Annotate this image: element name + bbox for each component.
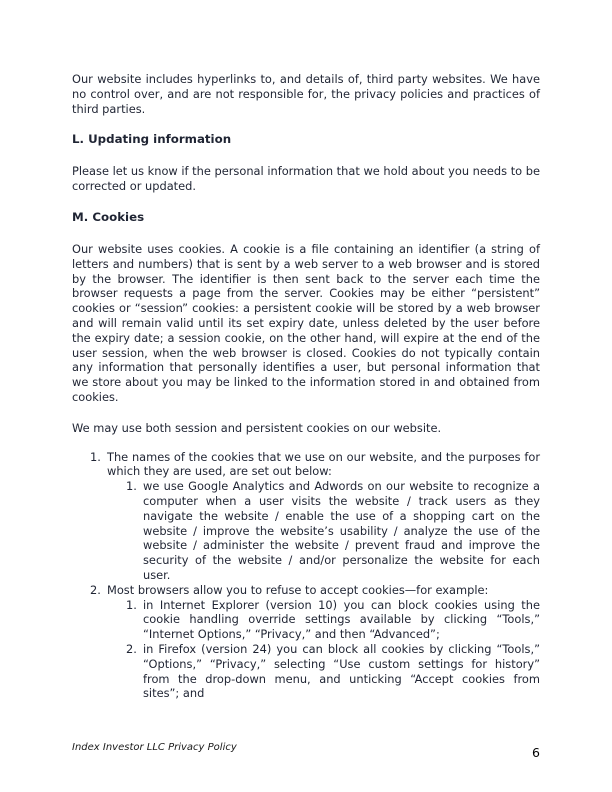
section-heading-cookies: M. Cookies [72, 209, 145, 224]
cookies-paragraph: Our website uses cookies. A cookie is a file containing an identifier (a string of letters and numbers) that is sent by a web server to a web browser and is stored by the browser. The identifier is then sent back to the server each time the browser requests a page from the server. Cookies may be either “persistent” cookies or “session” cookies: a persistent cookie will be stored by a web browser and will remain valid until its set expiry date, unless deleted by the user before the expiry date; a session cookie, on the other hand, will expire at the end of the user session, when the web browser is closed. Cookies do not typically contain any information that personally identifies a user, but personal information that we store about you may be linked to the information stored in and obtained from cookies. [72, 241, 540, 404]
sub-list-item-text: in Internet Explorer (version 10) you can block cookies using the cookie handling override settings available by clicking “Tools,” “Internet Options,” “Privacy,” and then “Advanced”; [143, 597, 540, 642]
list-item-text: The names of the cookies that we use on our website, and the purposes for which they are used, are set out below: [107, 449, 540, 479]
sub-list-item-text: we use Google Analytics and Adwords on our website to recognize a computer when a user visits the website / track users as they navigate the website / enable the use of a shopping cart on the website / improve the website’s usability / analyze the use of the website / administer the website / prevent fraud and improve the security of the website / and/or personalize the website for each user. [143, 479, 540, 582]
sub-list-item-number: 1. [126, 479, 137, 494]
cookies-list [90, 450, 540, 702]
section-heading-updating-information: L. Updating information [72, 132, 232, 147]
intro-paragraph: Our website includes hyperlinks to, and details of, third party websites. We have no control over, and are not responsible for, the privacy policies and practices of third parties. [72, 72, 540, 116]
list-item-number: 1. [90, 449, 101, 464]
cookie-types-paragraph: We may use both session and persistent cookies on our website. [72, 420, 442, 435]
sub-list-item [126, 598, 540, 642]
list-item-text: Most browsers allow you to refuse to accept cookies—for example: [107, 582, 489, 597]
footer-document-title: Index Investor LLC Privacy Policy [72, 742, 237, 753]
list-item-number: 2. [90, 582, 101, 597]
sub-list-item [126, 642, 540, 701]
sub-list-item [126, 479, 540, 583]
sub-list-item-number: 2. [126, 641, 137, 656]
list-item [90, 583, 540, 701]
sub-list [126, 598, 540, 702]
updating-information-paragraph: Please let us know if the personal information that we hold about you needs to be corrected or updated. [72, 164, 540, 194]
sub-list-item-number: 1. [126, 597, 137, 612]
list-item [90, 450, 540, 583]
sub-list-item-text: in Firefox (version 24) you can block all cookies by clicking “Tools,” “Options,” “Privacy,” selecting “Use custom settings for history” from the drop-down menu, and unticking “Accept cookies from sites”; and [143, 641, 540, 701]
page-number: 6 [532, 745, 540, 760]
page-content [72, 72, 540, 701]
sub-list [126, 479, 540, 583]
